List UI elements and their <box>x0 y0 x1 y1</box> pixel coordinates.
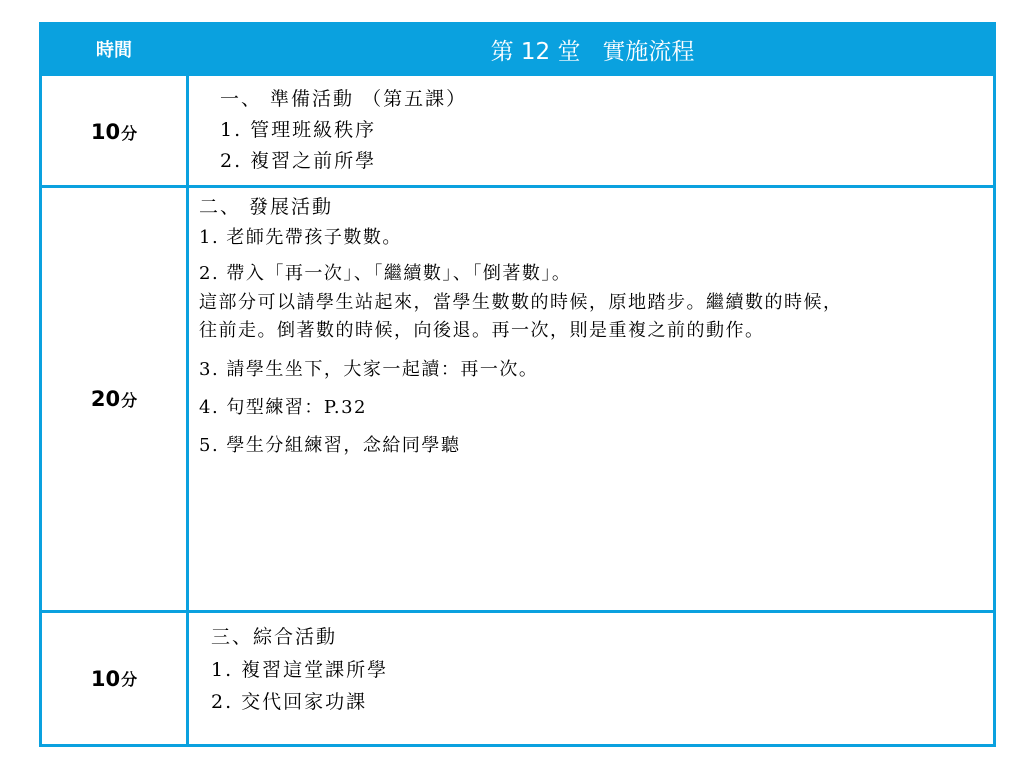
activity-heading-prep: 一、 準備活動 （第五課） <box>220 88 468 110</box>
time-cell-row-3 <box>39 613 189 744</box>
activity-item: 1. 老師先帶孩子數數。 <box>199 227 402 248</box>
table-title: 第 12 堂 實施流程 <box>490 38 695 65</box>
activity-heading-develop: 二、 發展活動 <box>199 196 334 218</box>
time-value: 10 <box>90 120 121 144</box>
activity-item: 1. 複習這堂課所學 <box>211 659 389 681</box>
activity-item: 1. 管理班級秩序 <box>220 119 377 141</box>
activity-item: 5. 學生分組練習，念給同學聽 <box>199 435 461 456</box>
time-cell-row-1 <box>39 79 189 185</box>
activity-note: 往前走。倒著數的時候，向後退。再一次，則是重複之前的動作。 <box>199 320 765 341</box>
bottom-border <box>39 744 996 747</box>
time-unit: 分 <box>121 123 138 143</box>
time-column-header: 時間 <box>96 40 132 61</box>
table-header <box>39 22 996 76</box>
right-border <box>993 76 996 747</box>
activity-note: 這部分可以請學生站起來，當學生數數的時候，原地踏步。繼續數的時候， <box>199 292 843 313</box>
time-value: 10 <box>90 666 121 691</box>
activity-item: 4. 句型練習：P.32 <box>199 397 367 418</box>
time-value: 20 <box>90 387 121 411</box>
activity-item: 2. 帶入「再一次」、「繼續數」、「倒著數」。 <box>199 263 572 284</box>
activity-item: 3. 請學生坐下，大家一起讀：再一次。 <box>199 359 539 380</box>
lesson-plan-table <box>39 22 996 747</box>
activity-item: 2. 複習之前所學 <box>220 150 377 172</box>
time-unit: 分 <box>121 670 138 689</box>
activity-item: 2. 交代回家功課 <box>211 691 368 713</box>
time-cell-row-2 <box>39 188 189 610</box>
time-unit: 分 <box>121 390 138 410</box>
activity-heading-summary: 三、綜合活動 <box>211 626 338 648</box>
